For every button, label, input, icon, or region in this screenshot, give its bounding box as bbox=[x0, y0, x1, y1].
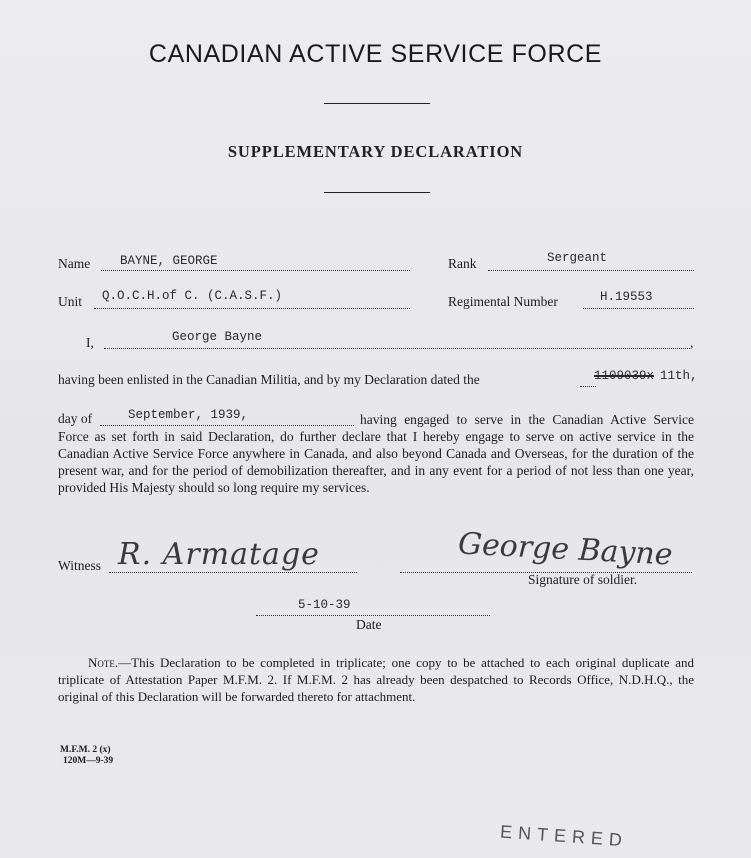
soldier-signature-label: Signature of soldier. bbox=[528, 572, 638, 587]
name-label: Name bbox=[58, 256, 91, 271]
note-paragraph bbox=[58, 654, 694, 705]
form-title: CANADIAN ACTIVE SERVICE FORCE bbox=[148, 40, 603, 68]
witness-signature: R. Armatage bbox=[118, 537, 320, 572]
form-code bbox=[60, 745, 113, 767]
name-value: BAYNE, GEORGE bbox=[120, 254, 218, 268]
declaration-paragraph bbox=[58, 411, 694, 496]
rank-value: Sergeant bbox=[547, 251, 608, 265]
date-label: Date bbox=[356, 617, 382, 632]
name-dots bbox=[101, 270, 410, 271]
i-value: George Bayne bbox=[172, 330, 263, 344]
unit-dots bbox=[94, 308, 410, 309]
enlisted-text: having been enlisted in the Canadian Militia, and by my Declaration dated the bbox=[58, 372, 480, 387]
regimental-number-label: Regimental Number bbox=[448, 294, 558, 309]
witness-label: Witness bbox=[58, 558, 101, 573]
day-of-value: September, 1939, bbox=[128, 408, 249, 422]
i-end-comma: , bbox=[690, 335, 694, 350]
i-dots bbox=[104, 348, 690, 349]
dated-dots bbox=[580, 386, 596, 387]
witness-dots bbox=[109, 572, 357, 573]
declaration-text: having engaged to serve in the Canadian Active Service Force as set forth in said Declaration, do further declare that I hereby engage to serve on active service in the Canadian Active Service Force anywhere in Canada, and also beyond Canada and Overseas, for the duration of the present war, and for the period of demobilization thereafter, and in any event for a period of not less than one year, provided His Majesty should so long require my services. bbox=[58, 412, 694, 495]
subtitle-rule bbox=[324, 192, 430, 193]
form-subtitle: SUPPLEMENTARY DECLARATION bbox=[227, 142, 524, 161]
note-text: —This Declaration to be completed in triplicate; one copy to be attached to each original duplicate and triplicate of Attestation Paper M.F.M. 2. If M.F.M. 2 has already been despatched to Records Office, N.D.H.Q., the original of this Declaration will be forwarded thereto for attachment. bbox=[58, 655, 694, 704]
date-value: 5-10-39 bbox=[298, 598, 351, 612]
note-heading: Note. bbox=[88, 655, 119, 670]
form-code-line-2: 120M—9-39 bbox=[63, 756, 114, 766]
form-code-line-1: M.F.M. 2 (x) bbox=[60, 745, 111, 755]
entered-stamp: ENTERED bbox=[499, 821, 629, 851]
regimental-number-value: H.19553 bbox=[600, 290, 653, 304]
title-rule bbox=[324, 103, 430, 104]
regimental-number-dots bbox=[583, 308, 694, 309]
day-of-label: day of bbox=[58, 411, 93, 426]
rank-label: Rank bbox=[448, 256, 477, 271]
unit-label: Unit bbox=[58, 294, 83, 309]
dated-value: 11th, bbox=[660, 369, 698, 383]
dated-struck-value: 1109039x bbox=[594, 369, 655, 383]
rank-dots bbox=[488, 270, 694, 271]
soldier-signature: George Bayne bbox=[457, 526, 674, 573]
date-dots bbox=[256, 615, 490, 616]
unit-value: Q.O.C.H.of C. (C.A.S.F.) bbox=[102, 289, 283, 303]
i-label: I, bbox=[86, 335, 94, 350]
